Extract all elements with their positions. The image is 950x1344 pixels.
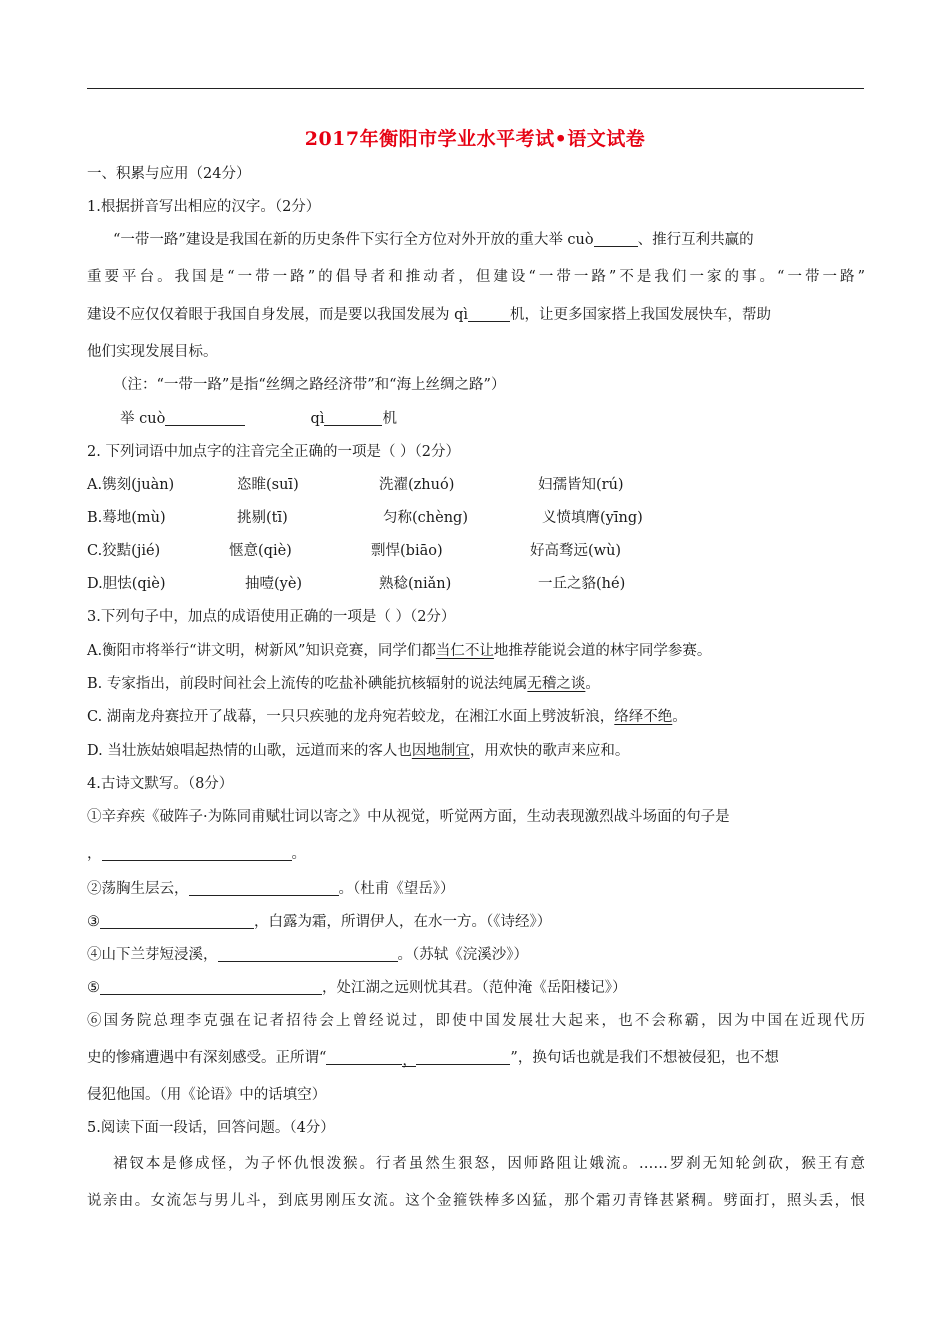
q1-blank-cuo[interactable] [594, 230, 638, 247]
q1-answer-line: 举 cuò qì 机 [120, 411, 397, 427]
q2-option-a[interactable]: A.镌刻(juàn) 恣睢(suī) 洗濯(zhuó) 妇孺皆知(rú) [87, 477, 624, 493]
q2-option-b[interactable]: B.蓦地(mù) 挑剔(tī) 匀称(chèng) 义愤填膺(yīng) [87, 510, 643, 526]
top-rule [87, 88, 864, 89]
q1-blank-qi[interactable] [468, 305, 510, 322]
q1-para-line-1: “一带一路”建设是我国在新的历史条件下实行全方位对外开放的重大举 cuò 、推行互利共赢的 [113, 232, 754, 248]
q5-passage-line-1: 裙钗本是修成怪，为子怀仇恨泼猴。行者虽然生狠怒，因师路阻让娥流。……罗刹无知轮剑砍，猴王有意 [113, 1156, 865, 1172]
q3-option-c[interactable]: C. 湖南龙舟赛拉开了战幕，一只只疾驰的龙舟宛若蛟龙，在湘江水面上劈波斩浪，络绎不绝。 [87, 709, 687, 725]
q1-answer-blank-cuo[interactable] [165, 409, 245, 426]
q4-item-6-line-3: 侵犯他国。（用《论语》中的话填空） [87, 1087, 327, 1103]
q4-item-2: ②荡胸生层云， 。（杜甫《望岳》） [87, 881, 455, 897]
page-title: 2017年衡阳市学业水平考试•语文试卷 [304, 128, 646, 150]
q4-blank-6b[interactable] [416, 1048, 510, 1065]
q2-option-c[interactable]: C.狡黠(jié) 惬意(qiè) 剽悍(biāo) 好高骛远(wù) [87, 543, 622, 559]
q4-stem: 4.古诗文默写。（8分） [87, 776, 234, 792]
q5-stem: 5.阅读下面一段话，回答问题。（4分） [87, 1120, 335, 1136]
q1-para-line-3: 建设不应仅仅着眼于我国自身发展，而是要以我国发展为 qì 机，让更多国家搭上我国发展快车，帮助 [87, 307, 772, 323]
q4-blank-6a[interactable] [326, 1048, 402, 1065]
q3-option-a[interactable]: A.衡阳市将举行“讲文明，树新风”知识竞赛，同学们都当仁不让地推荐能说会道的林宇同学参赛。 [87, 643, 712, 659]
q4-blank-4[interactable] [218, 945, 398, 962]
q4-item-1-answer: ， 。 [87, 846, 306, 862]
q4-blank-3[interactable] [100, 912, 254, 929]
q3-stem: 3.下列句子中，加点的成语使用正确的一项是（ ）（2分） [87, 609, 456, 625]
q5-passage-line-2: 说亲由。女流怎与男儿斗，到底男刚压女流。这个金箍铁棒多凶猛，那个霜刃青锋甚紧稠。劈面打，照头丢，恨 [87, 1193, 865, 1209]
q1-stem: 1.根据拼音写出相应的汉字。（2分） [87, 199, 321, 215]
q2-stem: 2. 下列词语中加点字的注音完全正确的一项是（ ）（2分） [87, 444, 461, 460]
q4-item-6-line-1: ⑥国务院总理李克强在记者招待会上曾经说过，即使中国发展壮大起来，也不会称霸，因为中国在近现代历 [87, 1013, 865, 1029]
q4-item-1: ①辛弃疾《破阵子·为陈同甫赋壮词以寄之》中从视觉，听觉两方面，生动表现激烈战斗场面的句子是 [87, 809, 730, 825]
q1-note: （注：“一带一路”是指“丝绸之路经济带”和“海上丝绸之路”） [113, 377, 506, 393]
q4-blank-1[interactable] [102, 844, 292, 861]
q4-item-3: ③ ，白露为霜，所谓伊人，在水一方。（《诗经》） [87, 914, 552, 930]
q3-option-b[interactable]: B. 专家指出，前段时间社会上流传的吃盐补碘能抗核辐射的说法纯属无稽之谈。 [87, 676, 600, 692]
q2-option-d[interactable]: D.胆怯(qiè) 抽噎(yè) 熟稔(niǎn) 一丘之貉(hé) [87, 576, 626, 592]
section-heading: 一、积累与应用（24分） [87, 166, 251, 182]
q3-option-d[interactable]: D. 当壮族姑娘唱起热情的山歌，远道而来的客人也因地制宜，用欢快的歌声来应和。 [87, 743, 630, 759]
q1-para-line-2: 重要平台。我国是“一带一路”的倡导者和推动者，但建设“一带一路”不是我们一家的事。“一带一路” [87, 269, 865, 285]
q4-blank-2[interactable] [189, 879, 339, 896]
q4-item-4: ④山下兰芽短浸溪， 。（苏轼《浣溪沙》） [87, 947, 528, 963]
q1-answer-blank-qi[interactable] [324, 409, 382, 426]
q1-para-line-4: 他们实现发展目标。 [87, 344, 218, 360]
q4-item-5: ⑤ ，处江湖之远则忧其君。（范仲淹《岳阳楼记》） [87, 980, 627, 996]
q4-item-6-line-2: 史的惨痛遭遇中有深刻感受。正所谓“ ， ”，换句话也就是我们不想被侵犯，也不想 [87, 1050, 779, 1069]
q4-blank-5[interactable] [100, 978, 322, 995]
